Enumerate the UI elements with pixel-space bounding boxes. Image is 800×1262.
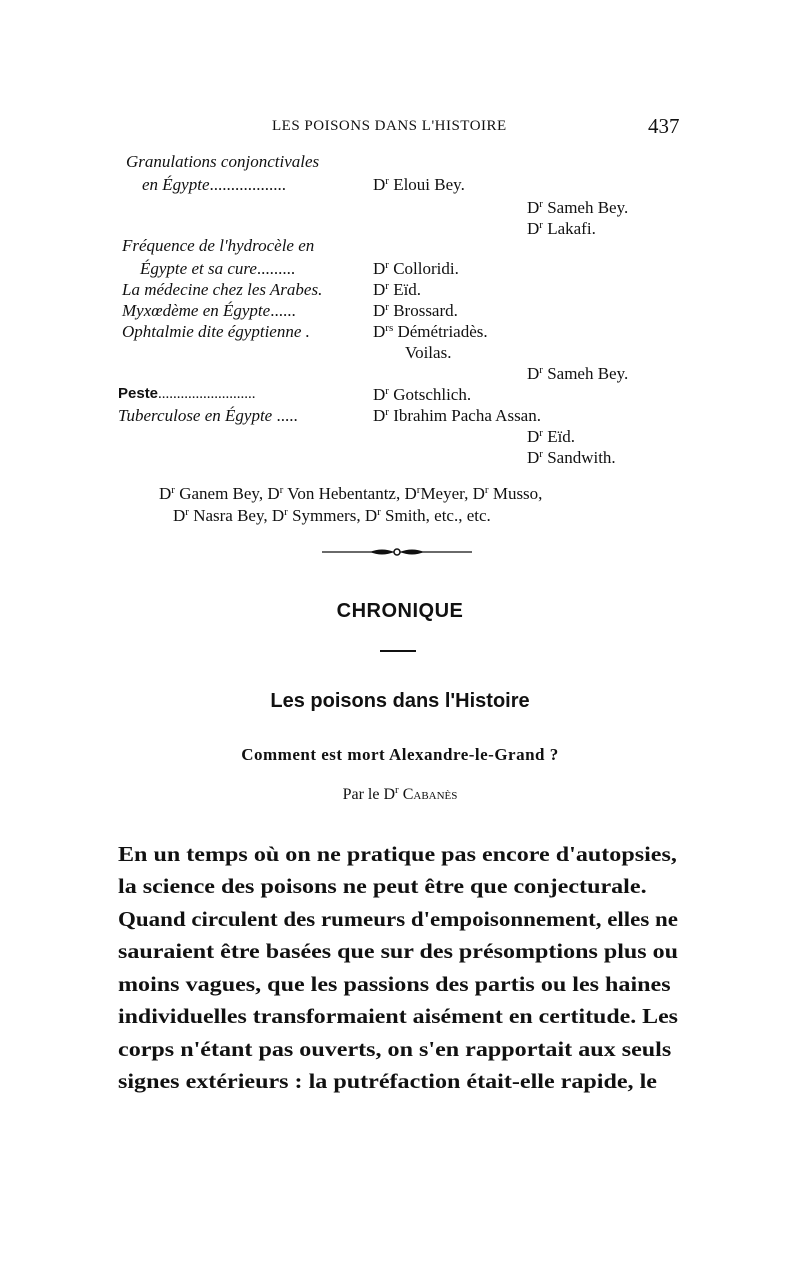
author-ibrahim: $D^r$ Ibrahim Pacha Assan. xyxy=(373,406,541,425)
author-sameh-1: $D^r$ Sameh Bey. xyxy=(527,198,629,217)
topic-myxoedeme: Myxœdème en Égypte...... xyxy=(122,301,296,320)
body-line-7: corps n'étant pas ouverts, on s'en rapportait aux seuls xyxy=(118,1037,672,1061)
author-sandwith: $D^r$ Sandwith. xyxy=(527,448,616,467)
contributors-line1: $D^r$ Ganem Bey, $D^r$ Von Hebentantz, $D^rMeyer$, $D^r$ Musso, xyxy=(159,484,543,503)
ornament-divider xyxy=(322,545,472,559)
topic-medecine: La médecine chez les Arabes. xyxy=(122,280,323,299)
author-eid-1: $D^r$ Eïd. xyxy=(373,280,422,299)
author-eloui: $D^r$ Eloui Bey. xyxy=(373,175,465,194)
body-line-3: Quand circulent des rumeurs d'empoisonnement, elles ne xyxy=(118,907,678,931)
author-sameh-2: $D^r$ Sameh Bey. xyxy=(527,364,629,383)
section-title: CHRONIQUE xyxy=(336,600,464,622)
topic-granulations-line2: en Égypte.................. xyxy=(142,175,286,194)
author-gotschlich: $D^r$ Gotschlich. xyxy=(373,385,472,404)
author-brossard: $D^r$ Brossard. xyxy=(373,301,458,320)
topic-granulations-line1: Granulations conjonctivales xyxy=(126,152,320,171)
topic-hydrocele-line1: Fréquence de l'hydrocèle en xyxy=(122,236,315,255)
author-voilas: Voilas. xyxy=(405,343,452,362)
contributors-line2: $D^r$ Nasra Bey, $D^r$ Symmers, $D^r$ Smith, etc., etc. xyxy=(173,506,491,525)
topic-tuberculose: Tuberculose en Égypte ..... xyxy=(118,406,298,425)
topic-hydrocele-line2: Égypte et sa cure......... xyxy=(140,259,296,278)
author-demetriades: $D^{rs}$ Démétriadès. xyxy=(373,322,488,341)
topic-ophtalmie: Ophtalmie dite égyptienne . xyxy=(122,322,310,341)
running-title: LES POISONS DANS L'HISTOIRE xyxy=(272,118,507,134)
body-line-1: En un temps où on ne pratique pas encore d'autopsies, xyxy=(118,842,677,866)
article-subtitle: Comment est mort Alexandre-le-Grand ? xyxy=(241,745,559,764)
author-colloridi: $D^r$ Colloridi. xyxy=(373,259,459,278)
author-eid-2: $D^r$ Eïd. xyxy=(527,427,576,446)
topic-peste: Peste.......................... xyxy=(118,385,256,402)
short-rule xyxy=(380,650,416,652)
author-lakafi: $D^r$ Lakafi. xyxy=(527,219,596,238)
article-title: Les poisons dans l'Histoire xyxy=(270,690,530,712)
body-line-8: signes extérieurs : la putréfaction était-elle rapide, le xyxy=(118,1069,657,1093)
body-line-6: individuelles transformaient aisément en certitude. Les xyxy=(118,1004,678,1028)
byline: Par le $D^r$ Cabanès xyxy=(342,784,458,803)
body-line-4: sauraient être basées que sur des présomptions plus ou xyxy=(118,939,678,963)
body-line-5: moins vagues, que les passions des partis ou les haines xyxy=(118,972,671,996)
page-number: 437 xyxy=(648,114,680,138)
body-line-2: la science des poisons ne peut être que conjecturale. xyxy=(118,874,647,898)
